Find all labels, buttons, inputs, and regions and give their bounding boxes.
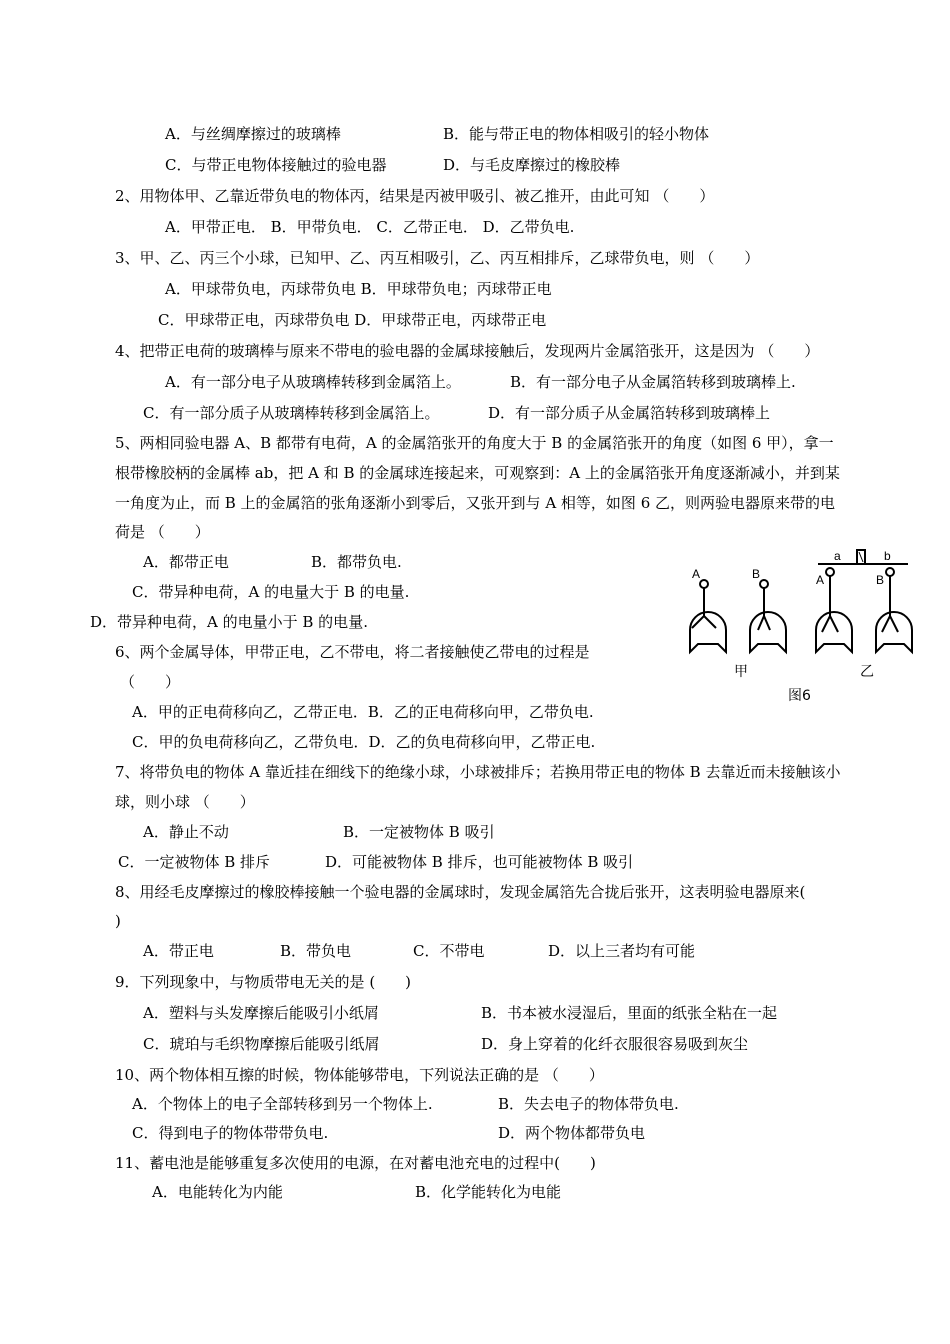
text-segment: A．电能转化为内能 xyxy=(152,1183,283,1201)
text-segment: D．以上三者均有可能 xyxy=(548,942,696,960)
text-segment: A．带正电 xyxy=(143,942,214,960)
text-segment: A．甲带正电． B．甲带负电． C．乙带正电． D．乙带负电. xyxy=(165,218,575,236)
text-segment: D．有一部分质子从金属箔转移到玻璃棒上 xyxy=(488,404,771,422)
caption-yi: 乙 xyxy=(860,664,874,680)
text-segment: B．能与带正电的物体相吸引的轻小物体 xyxy=(443,125,710,143)
text-segment: ) xyxy=(115,912,121,930)
text-segment: A．静止不动 xyxy=(143,823,229,841)
text-segment: D．带异种电荷，A 的电量小于 B 的电量. xyxy=(90,613,368,631)
caption-jia: 甲 xyxy=(734,664,748,680)
text-segment: C．得到电子的物体带带负电. xyxy=(132,1124,329,1142)
text-segment: 11、蓄电池是能够重复多次使用的电源，在对蓄电池充电的过程中( ) xyxy=(115,1154,596,1172)
text-segment: C．有一部分质子从玻璃棒转移到金属箔上。 xyxy=(143,404,440,422)
electroscope-b-left xyxy=(750,580,786,652)
text-segment: C．甲球带正电，丙球带负电 D．甲球带正电，丙球带正电 xyxy=(158,311,547,329)
text-segment: D．身上穿着的化纤衣服很容易吸到灰尘 xyxy=(481,1035,749,1053)
label-b-right: B xyxy=(876,573,885,587)
text-segment: 7、将带负电的物体 A 靠近挂在细线下的绝缘小球，小球被排斥；若换用带正电的物体 B 去靠近而未接触该小 xyxy=(115,763,841,781)
text-segment: A．塑料与头发摩擦后能吸引小纸屑 xyxy=(143,1004,379,1022)
text-segment: （ ） xyxy=(120,673,181,691)
text-segment: 一角度为止，而 B 上的金属箔的张角逐渐小到零后，又张开到与 A 相等，如图 6 乙，则两验电器原来带的电 xyxy=(115,494,836,512)
text-segment: 10、两个物体相互擦的时候，物体能够带电，下列说法正确的是 （ ） xyxy=(115,1066,604,1084)
figure-6-electroscopes xyxy=(688,548,928,708)
text-segment: 根带橡胶柄的金属棒 ab，把 A 和 B 的金属球连接起来，可观察到：A 上的金属箔张开角度逐渐减小，并到某 xyxy=(115,464,840,482)
text-segment: B．一定被物体 B 吸引 xyxy=(343,823,495,841)
rod-label-a: a xyxy=(834,549,841,563)
label-a-left: A xyxy=(692,567,701,581)
text-segment: A．都带正电 xyxy=(143,553,229,571)
label-b-left: B xyxy=(752,567,761,581)
text-segment: 荷是 （ ） xyxy=(115,523,210,541)
text-segment: 3、甲、乙、丙三个小球，已知甲、乙、丙互相吸引，乙、丙互相排斥，乙球带负电，则 （ ） xyxy=(115,249,760,267)
text-segment: B．书本被水浸湿后，里面的纸张全粘在一起 xyxy=(481,1004,778,1022)
text-segment: 球，则小球 （ ） xyxy=(115,793,255,811)
text-segment: B．都带负电. xyxy=(311,553,402,571)
text-segment: 9．下列现象中，与物质带电无关的是 ( ) xyxy=(115,973,412,991)
text-segment: 5、两相同验电器 A、B 都带有电荷，A 的金属箔张开的角度大于 B 的金属箔张开的角度（如图 6 甲），拿一 xyxy=(115,434,834,452)
text-segment: 2、用物体甲、乙靠近带负电的物体丙，结果是丙被甲吸引、被乙推开，由此可知 （ ） xyxy=(115,187,715,205)
text-segment: B．有一部分电子从金属箔转移到玻璃棒上. xyxy=(510,373,796,391)
text-segment: A．甲球带负电，丙球带负电 B．甲球带负电；丙球带正电 xyxy=(165,280,552,298)
figure-caption: 图6 xyxy=(788,688,811,704)
label-a-right: A xyxy=(816,573,825,587)
text-segment: 8、用经毛皮摩擦过的橡胶棒接触一个验电器的金属球时，发现金属箔先合拢后张开，这表明验电器原来( xyxy=(115,883,806,901)
text-segment: C．琥珀与毛织物摩擦后能吸引纸屑 xyxy=(143,1035,380,1053)
text-segment: C．甲的负电荷移向乙，乙带负电．D．乙的负电荷移向甲，乙带正电. xyxy=(132,733,596,751)
text-segment: B．失去电子的物体带负电. xyxy=(498,1095,679,1113)
text-segment: B．带负电 xyxy=(280,942,352,960)
text-segment: 4、把带正电荷的玻璃棒与原来不带电的验电器的金属球接触后，发现两片金属箔张开，这是因为 （ ） xyxy=(115,342,820,360)
text-segment: C．不带电 xyxy=(413,942,485,960)
rod-label-b: b xyxy=(884,549,891,563)
electroscope-a-left xyxy=(690,580,726,652)
text-segment: A．与丝绸摩擦过的玻璃棒 xyxy=(165,125,341,143)
text-segment: B．化学能转化为电能 xyxy=(415,1183,562,1201)
text-segment: D．两个物体都带负电 xyxy=(498,1124,646,1142)
text-segment: A．甲的正电荷移向乙，乙带正电．B．乙的正电荷移向甲，乙带负电. xyxy=(132,703,594,721)
text-segment: C．一定被物体 B 排斥 xyxy=(118,853,271,871)
text-segment: D．可能被物体 B 排斥，也可能被物体 B 吸引 xyxy=(325,853,634,871)
text-segment: A．有一部分电子从玻璃棒转移到金属箔上。 xyxy=(165,373,461,391)
text-segment: C．带异种电荷，A 的电量大于 B 的电量. xyxy=(132,583,410,601)
text-segment: C．与带正电物体接触过的验电器 xyxy=(165,156,387,174)
text-segment: 6、两个金属导体，甲带正电，乙不带电，将二者接触使乙带电的过程是 xyxy=(115,643,590,661)
text-segment: D．与毛皮摩擦过的橡胶棒 xyxy=(443,156,621,174)
text-segment: A．个物体上的电子全部转移到另一个物体上. xyxy=(132,1095,433,1113)
